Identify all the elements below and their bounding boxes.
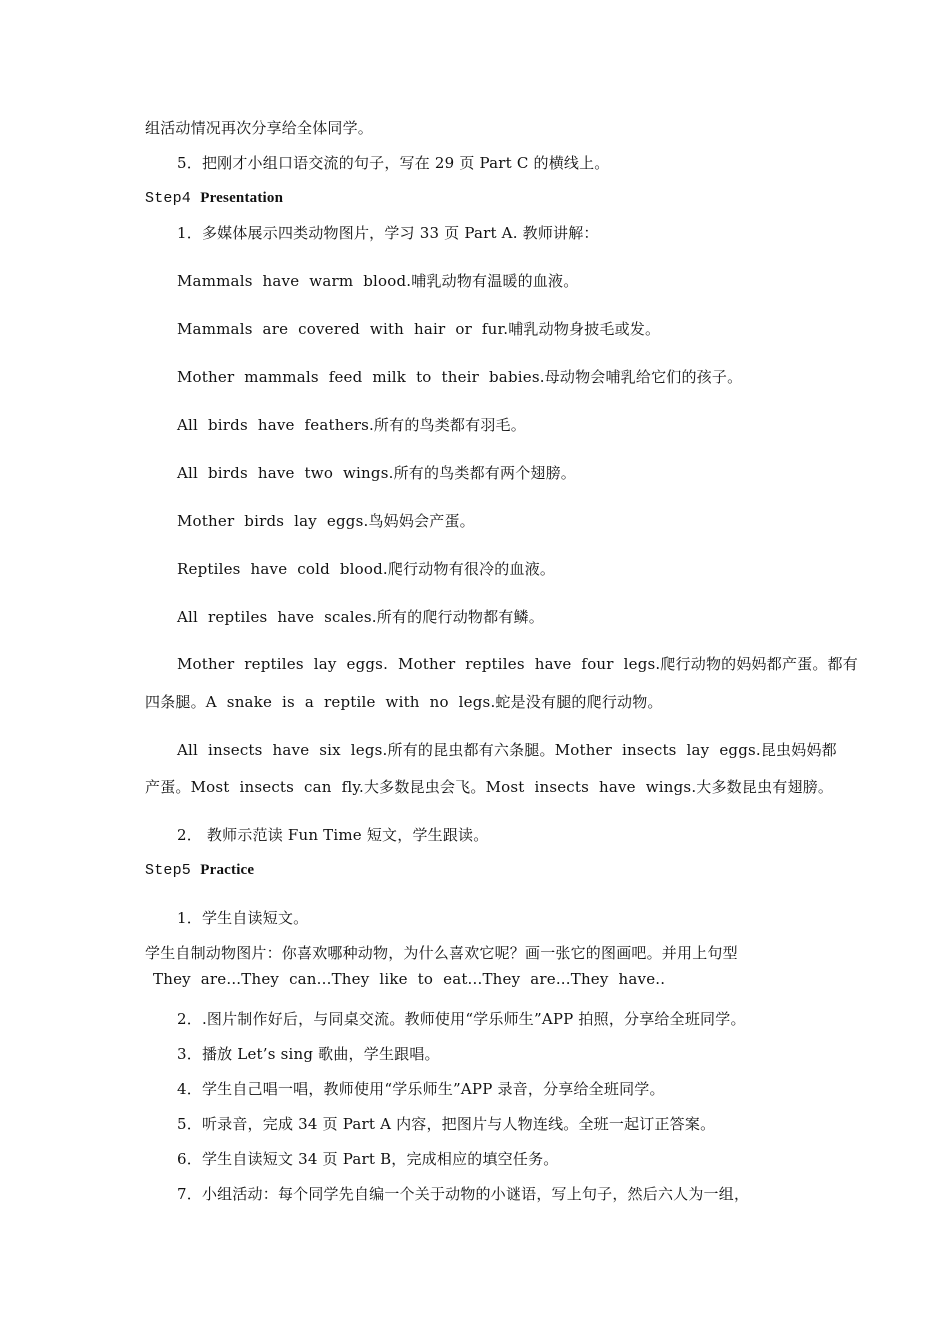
- paragraph-line: 组活动情况再次分享给全体同学。: [145, 119, 374, 137]
- list-item: 2． 教师示范读 Fun Time 短文，学生跟读。: [177, 826, 489, 844]
- sentence-line: All insects have six legs.所有的昆虫都有六条腿。Mother insects lay eggs.昆虫妈妈都: [177, 741, 837, 759]
- section-heading-step4: [145, 188, 283, 209]
- list-item: 3．播放 Let’s sing 歌曲，学生跟唱。: [177, 1045, 440, 1063]
- list-item: 5．听录音，完成 34 页 Part A 内容，把图片与人物连线。全班一起订正答案。: [177, 1115, 716, 1133]
- step-title: Presentation: [200, 190, 284, 206]
- sentence-line: All reptiles have scales.所有的爬行动物都有鳞。: [177, 608, 544, 626]
- list-item: 1．学生自读短文。: [177, 909, 309, 927]
- section-heading-step5: [145, 860, 254, 881]
- list-item: 6．学生自读短文 34 页 Part B，完成相应的填空任务。: [177, 1150, 559, 1168]
- list-item: 2．.图片制作好后，与同桌交流。教师使用“学乐师生”APP 拍照，分享给全班同学。: [177, 1010, 746, 1028]
- sentence-line: All birds have feathers.所有的鸟类都有羽毛。: [177, 416, 526, 434]
- list-item: 5．把刚才小组口语交流的句子，写在 29 页 Part C 的横线上。: [177, 154, 610, 172]
- sentence-line: All birds have two wings.所有的鸟类都有两个翅膀。: [177, 464, 576, 482]
- sentence-line: Mother birds lay eggs.鸟妈妈会产蛋。: [177, 512, 475, 530]
- step-title: Practice: [200, 862, 255, 878]
- sentence-line: Mammals have warm blood.哺乳动物有温暖的血液。: [177, 272, 579, 290]
- list-item: 1．多媒体展示四类动物图片，学习 33 页 Part A. 教师讲解：: [177, 224, 599, 242]
- list-item: 4．学生自己唱一唱，教师使用“学乐师生”APP 录音，分享给全班同学。: [177, 1080, 665, 1098]
- step-label: Step5: [145, 862, 201, 879]
- step-label: Step4: [145, 190, 201, 207]
- sentence-line: 四条腿。A snake is a reptile with no legs.蛇是没有腿的爬行动物。: [145, 693, 663, 711]
- sentence-line: Mother reptiles lay eggs. Mother reptiles have four legs.爬行动物的妈妈都产蛋。都有: [177, 655, 858, 673]
- sentence-line: Mother mammals feed milk to their babies.母动物会哺乳给它们的孩子。: [177, 368, 743, 386]
- sentence-line: 产蛋。Most insects can fly.大多数昆虫会飞。Most insects have wings.大多数昆虫有翅膀。: [145, 778, 834, 796]
- sentence-line: Mammals are covered with hair or fur.哺乳动物身披毛或发。: [177, 320, 661, 338]
- list-item: 7．小组活动：每个同学先自编一个关于动物的小谜语，写上句子，然后六人为一组，: [177, 1185, 750, 1203]
- paragraph-line: They are...They can...They like to eat...They are...They have..: [153, 970, 666, 988]
- paragraph-line: 学生自制动物图片：你喜欢哪种动物，为什么喜欢它呢？画一张它的图画吧。并用上句型: [145, 944, 738, 962]
- sentence-line: Reptiles have cold blood.爬行动物有很冷的血液。: [177, 560, 556, 578]
